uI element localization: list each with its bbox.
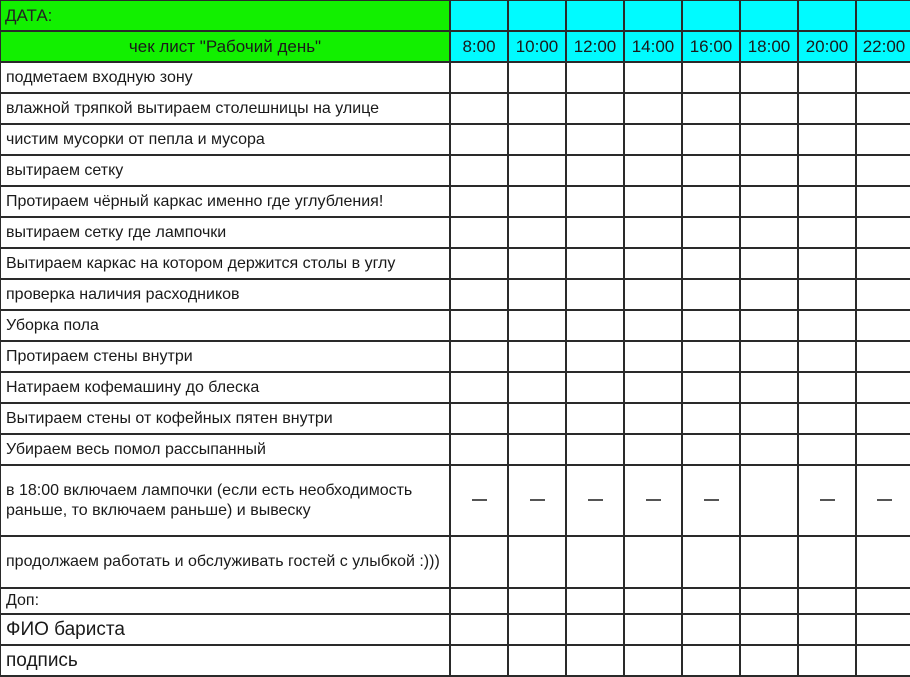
check-cell[interactable]: [450, 310, 508, 341]
dash-mark: [472, 499, 487, 501]
task-row: [0, 217, 910, 248]
date-cell[interactable]: [682, 0, 740, 31]
check-cell[interactable]: [624, 372, 682, 403]
check-cell[interactable]: [508, 341, 566, 372]
check-cell[interactable]: [740, 62, 798, 93]
check-cell[interactable]: [740, 372, 798, 403]
check-cell[interactable]: [566, 279, 624, 310]
check-cell[interactable]: [740, 310, 798, 341]
check-cell[interactable]: [566, 93, 624, 124]
task-row: [0, 62, 910, 93]
check-cell[interactable]: [566, 62, 624, 93]
check-cell[interactable]: [566, 614, 624, 645]
check-cell[interactable]: [798, 248, 856, 279]
check-cell[interactable]: [624, 403, 682, 434]
check-cell[interactable]: [450, 248, 508, 279]
check-cell[interactable]: [856, 279, 910, 310]
check-cell[interactable]: [798, 93, 856, 124]
check-cell[interactable]: [566, 341, 624, 372]
date-cell[interactable]: [450, 0, 508, 31]
check-cell[interactable]: [508, 248, 566, 279]
check-cell[interactable]: [450, 588, 508, 614]
time-header: 14:00: [624, 31, 682, 62]
check-cell[interactable]: [450, 93, 508, 124]
dash-mark: [820, 499, 835, 501]
task-row: [0, 341, 910, 372]
check-cell[interactable]: [682, 310, 740, 341]
check-cell[interactable]: [624, 465, 682, 536]
extra-label: Доп:: [0, 588, 450, 614]
check-cell[interactable]: [566, 310, 624, 341]
check-cell[interactable]: [856, 93, 910, 124]
task-label: подметаем входную зону: [0, 62, 450, 93]
check-cell[interactable]: [624, 434, 682, 465]
check-cell[interactable]: [450, 124, 508, 155]
check-cell[interactable]: [450, 186, 508, 217]
check-cell[interactable]: [566, 536, 624, 588]
check-cell[interactable]: [624, 62, 682, 93]
check-cell[interactable]: [450, 341, 508, 372]
check-cell[interactable]: [450, 434, 508, 465]
check-cell[interactable]: [856, 465, 910, 536]
task-row: [0, 536, 910, 588]
check-cell[interactable]: [624, 248, 682, 279]
check-cell[interactable]: [682, 217, 740, 248]
task-label: в 18:00 включаем лампочки (если есть необходимость раньше, то включаем раньше) и вывеску: [0, 465, 450, 536]
check-cell[interactable]: [740, 217, 798, 248]
extra-row: [0, 588, 910, 614]
check-cell[interactable]: [798, 124, 856, 155]
check-cell[interactable]: [856, 645, 910, 676]
check-cell[interactable]: [566, 645, 624, 676]
task-label: Вытираем каркас на котором держится столы в углу: [0, 248, 450, 279]
check-cell[interactable]: [508, 93, 566, 124]
date-cell[interactable]: [856, 0, 910, 31]
check-cell[interactable]: [740, 465, 798, 536]
check-cell[interactable]: [856, 124, 910, 155]
task-row: [0, 372, 910, 403]
check-cell[interactable]: [624, 217, 682, 248]
check-cell[interactable]: [856, 248, 910, 279]
task-label: вытираем сетку: [0, 155, 450, 186]
check-cell[interactable]: [450, 279, 508, 310]
task-label: Вытираем стены от кофейных пятен внутри: [0, 403, 450, 434]
check-cell[interactable]: [566, 372, 624, 403]
task-row: [0, 155, 910, 186]
check-cell[interactable]: [508, 536, 566, 588]
check-cell[interactable]: [682, 465, 740, 536]
check-cell[interactable]: [566, 465, 624, 536]
time-header: 18:00: [740, 31, 798, 62]
check-cell[interactable]: [624, 279, 682, 310]
task-label: Протираем чёрный каркас именно где углубления!: [0, 186, 450, 217]
check-cell[interactable]: [740, 248, 798, 279]
check-cell[interactable]: [508, 614, 566, 645]
check-cell[interactable]: [856, 372, 910, 403]
date-cell[interactable]: [566, 0, 624, 31]
check-cell[interactable]: [508, 372, 566, 403]
check-cell[interactable]: [856, 403, 910, 434]
task-row: [0, 403, 910, 434]
check-cell[interactable]: [798, 341, 856, 372]
check-cell[interactable]: [856, 614, 910, 645]
check-cell[interactable]: [450, 465, 508, 536]
check-cell[interactable]: [856, 217, 910, 248]
check-cell[interactable]: [624, 536, 682, 588]
check-cell[interactable]: [798, 536, 856, 588]
barista-label: ФИО бариста: [0, 614, 450, 645]
check-cell[interactable]: [798, 614, 856, 645]
task-label: вытираем сетку где лампочки: [0, 217, 450, 248]
check-cell[interactable]: [798, 434, 856, 465]
check-cell[interactable]: [682, 614, 740, 645]
check-cell[interactable]: [450, 614, 508, 645]
check-cell[interactable]: [856, 434, 910, 465]
task-label: чистим мусорки от пепла и мусора: [0, 124, 450, 155]
check-cell[interactable]: [450, 403, 508, 434]
check-cell[interactable]: [740, 155, 798, 186]
check-cell[interactable]: [508, 588, 566, 614]
check-cell[interactable]: [508, 124, 566, 155]
check-cell[interactable]: [856, 310, 910, 341]
check-cell[interactable]: [740, 403, 798, 434]
check-cell[interactable]: [566, 124, 624, 155]
check-cell[interactable]: [682, 124, 740, 155]
check-cell[interactable]: [566, 403, 624, 434]
check-cell[interactable]: [856, 341, 910, 372]
date-row: [0, 0, 910, 31]
check-cell[interactable]: [624, 614, 682, 645]
task-row: [0, 434, 910, 465]
check-cell[interactable]: [740, 536, 798, 588]
check-cell[interactable]: [682, 403, 740, 434]
check-cell[interactable]: [624, 155, 682, 186]
task-row: [0, 248, 910, 279]
check-cell[interactable]: [508, 465, 566, 536]
check-cell[interactable]: [798, 403, 856, 434]
date-cell[interactable]: [508, 0, 566, 31]
check-cell[interactable]: [682, 434, 740, 465]
task-label: Протираем стены внутри: [0, 341, 450, 372]
check-cell[interactable]: [740, 124, 798, 155]
check-cell[interactable]: [798, 588, 856, 614]
check-cell[interactable]: [798, 310, 856, 341]
date-cell[interactable]: [740, 0, 798, 31]
check-cell[interactable]: [624, 186, 682, 217]
check-cell[interactable]: [798, 217, 856, 248]
task-label: проверка наличия расходников: [0, 279, 450, 310]
dash-mark: [588, 499, 603, 501]
check-cell[interactable]: [682, 248, 740, 279]
check-cell[interactable]: [450, 536, 508, 588]
barista-row: [0, 614, 910, 645]
time-header: 16:00: [682, 31, 740, 62]
check-cell[interactable]: [508, 403, 566, 434]
check-cell[interactable]: [682, 372, 740, 403]
check-cell[interactable]: [450, 155, 508, 186]
check-cell[interactable]: [566, 588, 624, 614]
task-row: [0, 186, 910, 217]
check-cell[interactable]: [624, 645, 682, 676]
signature-label: подпись: [0, 645, 450, 676]
check-cell[interactable]: [856, 588, 910, 614]
check-cell[interactable]: [740, 279, 798, 310]
task-label: Убираем весь помол рассыпанный: [0, 434, 450, 465]
task-row: [0, 124, 910, 155]
check-cell[interactable]: [856, 186, 910, 217]
time-header: 22:00: [856, 31, 910, 62]
check-cell[interactable]: [740, 341, 798, 372]
title-row: [0, 31, 910, 62]
signature-row: [0, 645, 910, 676]
check-cell[interactable]: [624, 124, 682, 155]
date-cell[interactable]: [624, 0, 682, 31]
check-cell[interactable]: [682, 645, 740, 676]
check-cell[interactable]: [682, 588, 740, 614]
check-cell[interactable]: [798, 465, 856, 536]
check-cell[interactable]: [740, 614, 798, 645]
check-cell[interactable]: [740, 434, 798, 465]
check-cell[interactable]: [798, 155, 856, 186]
checklist-title: чек лист "Рабочий день": [0, 31, 450, 62]
check-cell[interactable]: [624, 310, 682, 341]
check-cell[interactable]: [798, 186, 856, 217]
check-cell[interactable]: [740, 588, 798, 614]
check-cell[interactable]: [682, 62, 740, 93]
check-cell[interactable]: [450, 62, 508, 93]
check-cell[interactable]: [682, 155, 740, 186]
dash-mark: [646, 499, 661, 501]
check-cell[interactable]: [450, 217, 508, 248]
check-cell[interactable]: [740, 186, 798, 217]
task-label: Уборка пола: [0, 310, 450, 341]
check-cell[interactable]: [624, 588, 682, 614]
check-cell[interactable]: [508, 217, 566, 248]
task-row: [0, 279, 910, 310]
check-cell[interactable]: [624, 341, 682, 372]
check-cell[interactable]: [740, 645, 798, 676]
check-cell[interactable]: [566, 217, 624, 248]
task-row: [0, 465, 910, 536]
check-cell[interactable]: [798, 645, 856, 676]
date-label: ДАТА:: [0, 0, 450, 31]
check-cell[interactable]: [508, 279, 566, 310]
check-cell[interactable]: [856, 536, 910, 588]
check-cell[interactable]: [798, 62, 856, 93]
check-cell[interactable]: [508, 62, 566, 93]
task-row: [0, 93, 910, 124]
time-header: 10:00: [508, 31, 566, 62]
time-header: 8:00: [450, 31, 508, 62]
task-label: продолжаем работать и обслуживать гостей с улыбкой :))): [0, 536, 450, 588]
check-cell[interactable]: [798, 372, 856, 403]
time-header: 20:00: [798, 31, 856, 62]
check-cell[interactable]: [508, 434, 566, 465]
check-cell[interactable]: [856, 62, 910, 93]
check-cell[interactable]: [566, 155, 624, 186]
check-cell[interactable]: [682, 186, 740, 217]
check-cell[interactable]: [508, 186, 566, 217]
check-cell[interactable]: [740, 93, 798, 124]
check-cell[interactable]: [566, 434, 624, 465]
check-cell[interactable]: [450, 645, 508, 676]
check-cell[interactable]: [566, 248, 624, 279]
task-label: Натираем кофемашину до блеска: [0, 372, 450, 403]
check-cell[interactable]: [450, 372, 508, 403]
check-cell[interactable]: [682, 341, 740, 372]
check-cell[interactable]: [798, 279, 856, 310]
dash-mark: [877, 499, 892, 501]
check-cell[interactable]: [624, 93, 682, 124]
check-cell[interactable]: [856, 155, 910, 186]
check-cell[interactable]: [682, 93, 740, 124]
dash-mark: [704, 499, 719, 501]
time-header: 12:00: [566, 31, 624, 62]
check-cell[interactable]: [508, 645, 566, 676]
task-label: влажной тряпкой вытираем столешницы на улице: [0, 93, 450, 124]
check-cell[interactable]: [682, 279, 740, 310]
date-cell[interactable]: [798, 0, 856, 31]
check-cell[interactable]: [566, 186, 624, 217]
check-cell[interactable]: [508, 155, 566, 186]
task-row: [0, 310, 910, 341]
check-cell[interactable]: [508, 310, 566, 341]
dash-mark: [530, 499, 545, 501]
check-cell[interactable]: [682, 536, 740, 588]
